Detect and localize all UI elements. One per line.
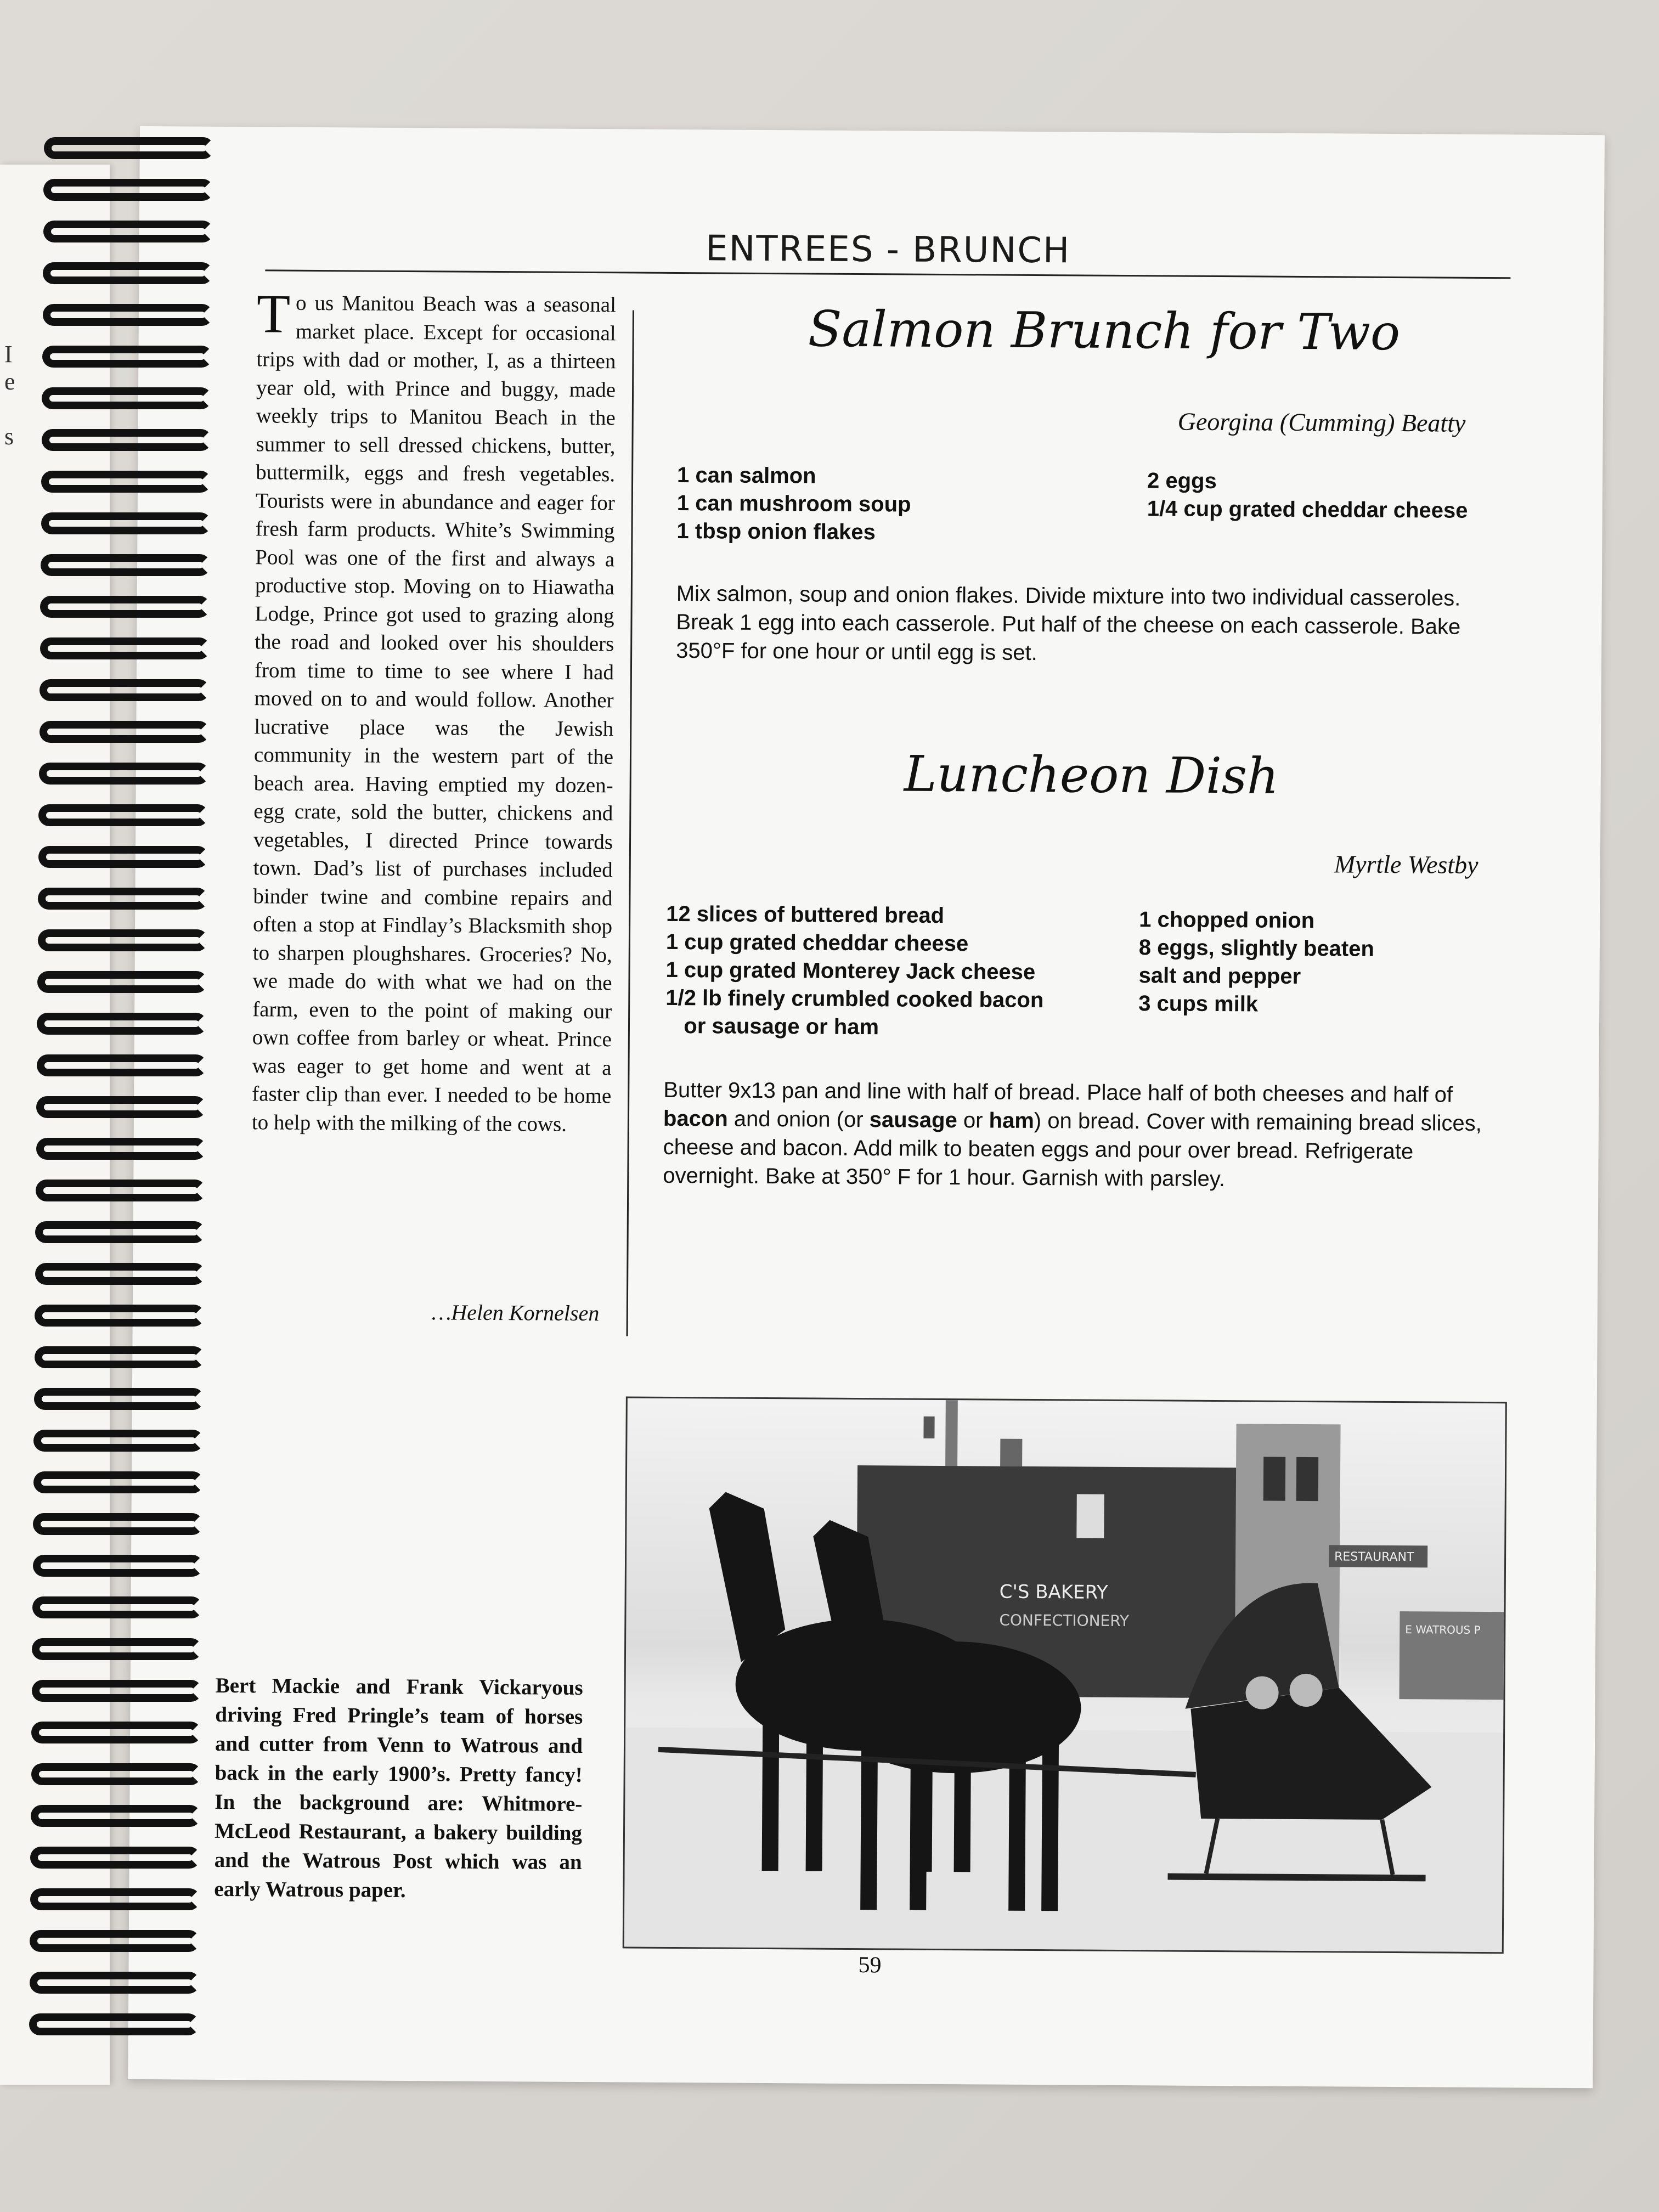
- ingredient: 1/2 lb finely crumbled cooked bacon: [665, 985, 1044, 1013]
- spiral-coil: [30, 1847, 200, 1869]
- ingredient: 12 slices of buttered bread: [666, 901, 945, 928]
- ingredient-list-right: [1138, 906, 1374, 1019]
- spiral-coil: [35, 1305, 205, 1327]
- recipe-contributor: Myrtle Westby: [1334, 850, 1479, 879]
- directions-text: and onion (or: [727, 1107, 870, 1132]
- section-header: ENTREES - BRUNCH: [265, 225, 1510, 279]
- recipe-contributor: Georgina (Cumming) Beatty: [1177, 407, 1466, 437]
- cookbook-page: [128, 126, 1605, 2088]
- spiral-coil: [33, 1430, 204, 1452]
- spiral-coil: [33, 1555, 203, 1577]
- spiral-coil: [36, 1180, 206, 1201]
- recipe-title-salmon-brunch: Salmon Brunch for Two: [808, 300, 1401, 362]
- spiral-coil: [43, 221, 213, 242]
- ingredient: 8 eggs, slightly beaten: [1138, 935, 1375, 961]
- directions-bold: ham: [989, 1108, 1034, 1133]
- ingredient: 1 cup grated Monterey Jack cheese: [665, 957, 1036, 984]
- recipe-title-luncheon-dish: Luncheon Dish: [904, 745, 1279, 805]
- spiral-coil: [32, 1596, 202, 1618]
- ingredient: salt and pepper: [1138, 963, 1301, 989]
- historic-photo: [623, 1396, 1507, 1954]
- ingredient: 1 chopped onion: [1139, 907, 1315, 933]
- story-author: …Helen Kornelsen: [431, 1300, 600, 1326]
- ingredient: 1 can mushroom soup: [676, 490, 911, 517]
- spiral-coil: [43, 262, 213, 284]
- ingredient-list-right: [1147, 467, 1468, 525]
- spiral-coil: [31, 1805, 201, 1827]
- spiral-coil: [41, 471, 211, 493]
- bakery-sign: C'S BAKERY: [999, 1581, 1108, 1604]
- spiral-binding: [22, 137, 203, 2068]
- spiral-coil: [40, 679, 210, 701]
- watrous-sign: E WATROUS P: [1405, 1623, 1481, 1637]
- spiral-coil: [30, 1888, 200, 1910]
- left-page-fragment: I: [4, 341, 13, 368]
- spiral-coil: [34, 1388, 204, 1410]
- spiral-coil: [39, 763, 209, 785]
- spiral-coil: [38, 929, 208, 951]
- spiral-coil: [43, 179, 213, 201]
- spiral-coil: [37, 1054, 207, 1076]
- ingredient: 1 tbsp onion flakes: [676, 518, 876, 545]
- drop-cap: T: [256, 283, 291, 345]
- spiral-coil: [38, 846, 208, 868]
- spiral-coil: [44, 137, 214, 159]
- directions-text: or: [957, 1108, 989, 1133]
- spiral-coil: [42, 387, 212, 409]
- spiral-coil: [36, 1096, 206, 1118]
- memoir-story: [251, 283, 617, 1138]
- directions-text: Butter 9x13 pan and line with half of bread. Place half of both cheeses and half of: [663, 1077, 1453, 1107]
- spiral-coil: [35, 1221, 205, 1243]
- spiral-coil: [30, 1930, 200, 1952]
- recipe-directions: Mix salmon, soup and onion flakes. Divide mixture into two individual casseroles. Break 1 egg into each casserole. Put half of the cheese on each casserole. Bake 350°F for one hour or until egg is set.: [676, 581, 1461, 665]
- directions-bold: sausage: [869, 1108, 957, 1133]
- spiral-coil: [40, 596, 210, 618]
- page-number: 59: [858, 1953, 882, 1978]
- confectionery-sign: CONFECTIONERY: [999, 1611, 1130, 1630]
- ingredient: 1/4 cup grated cheddar cheese: [1147, 496, 1468, 523]
- left-page-fragment: s: [4, 423, 14, 450]
- spiral-coil: [42, 346, 212, 368]
- recipe-directions: [663, 1076, 1503, 1195]
- ingredient-list-left: [665, 900, 1045, 1042]
- spiral-coil: [37, 971, 207, 993]
- left-page-fragment: e: [4, 368, 15, 395]
- ingredient: 2 eggs: [1147, 469, 1217, 494]
- spiral-coil: [41, 554, 211, 576]
- spiral-coil: [33, 1471, 204, 1493]
- photo-illustration: [624, 1398, 1505, 1952]
- spiral-coil: [32, 1680, 202, 1702]
- spiral-coil: [32, 1638, 202, 1660]
- spiral-coil: [37, 1013, 207, 1035]
- spiral-coil: [31, 1722, 201, 1743]
- story-text: o us Manitou Beach was a seasonal market place. Except for occasional trips with dad or mother, I, as a thirteen year old, with Prince and buggy, made weekly trips to Manitou Beach in the summer to sell dressed chickens, butter, buttermilk, eggs and fresh vegetables. Tourists were in abundance and eager for fresh farm products. White’s Swimming Pool was one of the first and always a productive stop. Moving on to Hiawatha Lodge, Prince got used to grazing along the road and looked over his shoulders from time to time to see where I had moved on to and would follow. Another lucrative place was the Jewish community in the western part of the beach area. Having emptied my dozen-egg crate, sold the butter, chickens and vegetables, I directed Prince towards town. Dad’s list of purchases included binder twine and combine repairs and often a stop at Findlay’s Blacksmith shop to sharpen ploughshares. Groceries? No, we made do with what we had on the farm, even to the point of making our own coffee from barley or wheat. Prince was eager to get home and went at a faster clip than ever. I needed to be home to help with the milking of the cows.: [251, 291, 617, 1136]
- spiral-coil: [30, 1972, 200, 1994]
- spiral-coil: [31, 1763, 201, 1785]
- spiral-coil: [40, 721, 210, 743]
- ingredient-list-left: [676, 461, 911, 547]
- spiral-coil: [35, 1346, 205, 1368]
- spiral-coil: [41, 512, 211, 534]
- spiral-coil: [29, 2013, 199, 2035]
- spiral-coil: [35, 1263, 205, 1285]
- spiral-coil: [38, 888, 208, 910]
- spiral-coil: [42, 429, 212, 451]
- restaurant-sign: RESTAURANT: [1334, 1550, 1414, 1565]
- directions-bold: bacon: [663, 1106, 728, 1131]
- ingredient: 1 can salmon: [676, 462, 816, 488]
- photo-caption: Bert Mackie and Frank Vickaryous driving Fred Pringle’s team of horses and cutter from Venn to Watrous and back in the early 1900’s. Pretty fancy! In the background are: Whitmore-McLeod Restaurant, a bakery building and the Watrous Post which was an early Watrous paper.: [214, 1673, 583, 1903]
- spiral-coil: [33, 1513, 203, 1535]
- ingredient: or sausage or ham: [665, 1013, 879, 1040]
- directions-text: ) on bread. Cover with remaining bread slices, cheese and bacon. Add milk to beaten eggs and pour over bread. Refrigerate overnight. Bake at 350° F for 1 hour. Garnish with parsley.: [663, 1108, 1482, 1192]
- spiral-coil: [40, 637, 210, 659]
- spiral-coil: [36, 1138, 206, 1160]
- column-divider: [627, 310, 634, 1336]
- spiral-coil: [38, 804, 208, 826]
- ingredient: 3 cups milk: [1138, 991, 1259, 1017]
- ingredient: 1 cup grated cheddar cheese: [665, 929, 969, 956]
- spiral-coil: [43, 304, 213, 326]
